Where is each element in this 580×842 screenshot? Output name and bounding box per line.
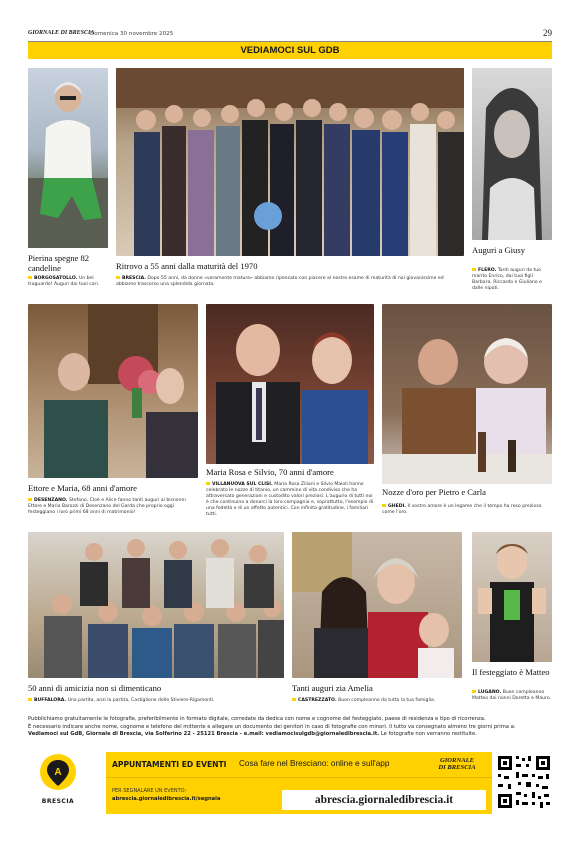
item-caption [292, 698, 462, 704]
item-caption [472, 690, 552, 702]
instructions-line-2: È necessario indicare anche nome, cognome e telefono del mittente e allegare un documento dei genitori in caso di fotografie con minori. Il tutto va consegnato almeno tre giorni prima a: [28, 723, 516, 730]
item-location: BUFFALORA. [34, 698, 67, 703]
photo-pietro-carla [382, 304, 552, 484]
photo-pierina [28, 68, 108, 248]
item-caption [28, 698, 284, 704]
item-caption [28, 498, 200, 516]
item-caption [116, 276, 464, 288]
ad-website-link[interactable]: abrescia.giornaledibrescia.it [282, 790, 486, 810]
submission-instructions [28, 716, 552, 739]
item-location: CASTREZZATO. [298, 698, 337, 703]
advertisement [28, 752, 552, 814]
item-caption [28, 276, 110, 288]
return-note: Le fotografie non verranno restituite. [380, 731, 477, 738]
item-title: Ritrovo a 55 anni dalla maturità del 1970 [116, 261, 258, 271]
photo-matteo [472, 532, 552, 662]
gdb-logo [428, 757, 486, 772]
item-title: Pierina spegne 82 candeline [28, 253, 90, 273]
ad-brand-name: BRESCIA [41, 798, 75, 805]
instructions-address [28, 731, 552, 739]
item-text: Maria Rosa Ziliani e Silvio Maioli hanno celebrato le nozze di titanio, un cammino di vita condiviso che ha attraversato generazioni e custodito valori preziosi. L'augurio di tutti noi è che continuino a donarci la loro compagnia e, soprattutto, l'esempio di una fedeltà e di un affetto autentici. Con infinita gratitudine, i familiari tutti. [206, 482, 374, 517]
item-location: BRESCIA. [122, 276, 146, 281]
photo-ettore-maria [28, 304, 198, 478]
item-title: Il festeggiato è Matteo [472, 667, 550, 677]
item-text: Il vostro amore è un legame che il tempo ha reso prezioso come l'oro. [382, 504, 542, 515]
publication-date: Domenica 30 novembre 2025 [90, 31, 174, 37]
item-title: 50 anni di amicizia non si dimenticano [28, 683, 162, 693]
photo-maria-rosa-silvio [206, 304, 374, 464]
page-number: 29 [543, 28, 552, 38]
photo-group-maturita [116, 68, 464, 256]
item-location: FLERO. [478, 268, 497, 273]
item-text: Tanti auguri da tuo marito Enrico, dai tuoi figli Barbara, Riccardo e Giuliano e dalle nipoti. [472, 268, 542, 291]
item-title: Maria Rosa e Silvio, 70 anni d'amore [206, 467, 334, 477]
section-banner: VEDIAMOCI SUL GDB [28, 42, 552, 59]
ad-tagline: Cosa fare nel Bresciano: online e sull'app [239, 759, 390, 768]
instructions-line-1: Pubblichiamo gratuitamente le fotografie, preferibilmente in formato digitale, corredate da dedica con nome e cognome del festeggiato, paese di residenza e tipo di ricorrenza. [28, 716, 486, 722]
item-text: Dopo 55 anni, da donne «veramente mature» abbiamo ripensato con piacere al nostro esame di maturità di noi giovanissime ed abbiamo trascorso una splendida giornata. [116, 276, 444, 287]
item-caption [472, 268, 552, 292]
gdb-logo-line-1: GIORNALE [439, 757, 475, 764]
signal-label: PER SEGNALARE UN EVENTO: [112, 788, 187, 794]
item-location: BORGOSATOLLO. [34, 276, 78, 281]
item-text: Buon compleanno Matteo dai nonni Doretta e Mauro. [472, 690, 552, 701]
item-caption [382, 504, 552, 516]
item-location: GHEDI. [388, 504, 407, 509]
ad-headline: APPUNTAMENTI ED EVENTI [112, 760, 227, 769]
item-location: VILLANUOVA SUL CLISI. [212, 482, 273, 487]
qr-code-icon[interactable] [496, 754, 552, 810]
item-location: LUGANO. [478, 690, 502, 695]
photo-giusy [472, 68, 552, 240]
gdb-logo-line-2: DI BRESCIA [438, 764, 476, 772]
photo-amicizia [28, 532, 284, 678]
ad-banner[interactable] [106, 752, 492, 814]
item-title: Ettore e Maria, 68 anni d'amore [28, 483, 137, 493]
address-text: Vediamoci sul GdB, Giornale di Brescia, via Solferino 22 - 25121 Brescia - e.mail: vediamocisulgdb@giornaledibrescia.it. [28, 731, 380, 738]
svg-text:A: A [54, 767, 62, 778]
item-title: Auguri a Giusy [472, 245, 525, 255]
page-header [28, 28, 552, 42]
item-text: Stefano, Cloè e Alice fanno tanti auguri ai bisnonni Ettore e Maria Barozzi di Desenzano del Garda che proprio oggi festeggiano i loro primi 68 anni di matrimonio! [28, 498, 186, 515]
item-title: Tanti auguri zia Amelia [292, 683, 373, 693]
item-title: Nozze d'oro per Pietro e Carla [382, 487, 486, 497]
item-caption [206, 482, 376, 518]
newspaper-name: GIORNALE DI BRESCIA [28, 30, 95, 36]
item-location: DESENZANO. [34, 498, 68, 503]
abrescia-logo [28, 752, 88, 814]
item-text: Un bel traguardo! Auguri dai tuoi cari. [28, 276, 100, 287]
photo-zia-amelia [292, 532, 462, 678]
signal-url[interactable]: abrescia.giornaledibrescia.it/segnala [112, 796, 221, 802]
item-text: Una partita, anzi la partita, Castiglione delle Stiviere-Rigamonti. [67, 698, 215, 703]
item-text: Buon compleanno da tutta la tua famiglia. [338, 698, 436, 703]
